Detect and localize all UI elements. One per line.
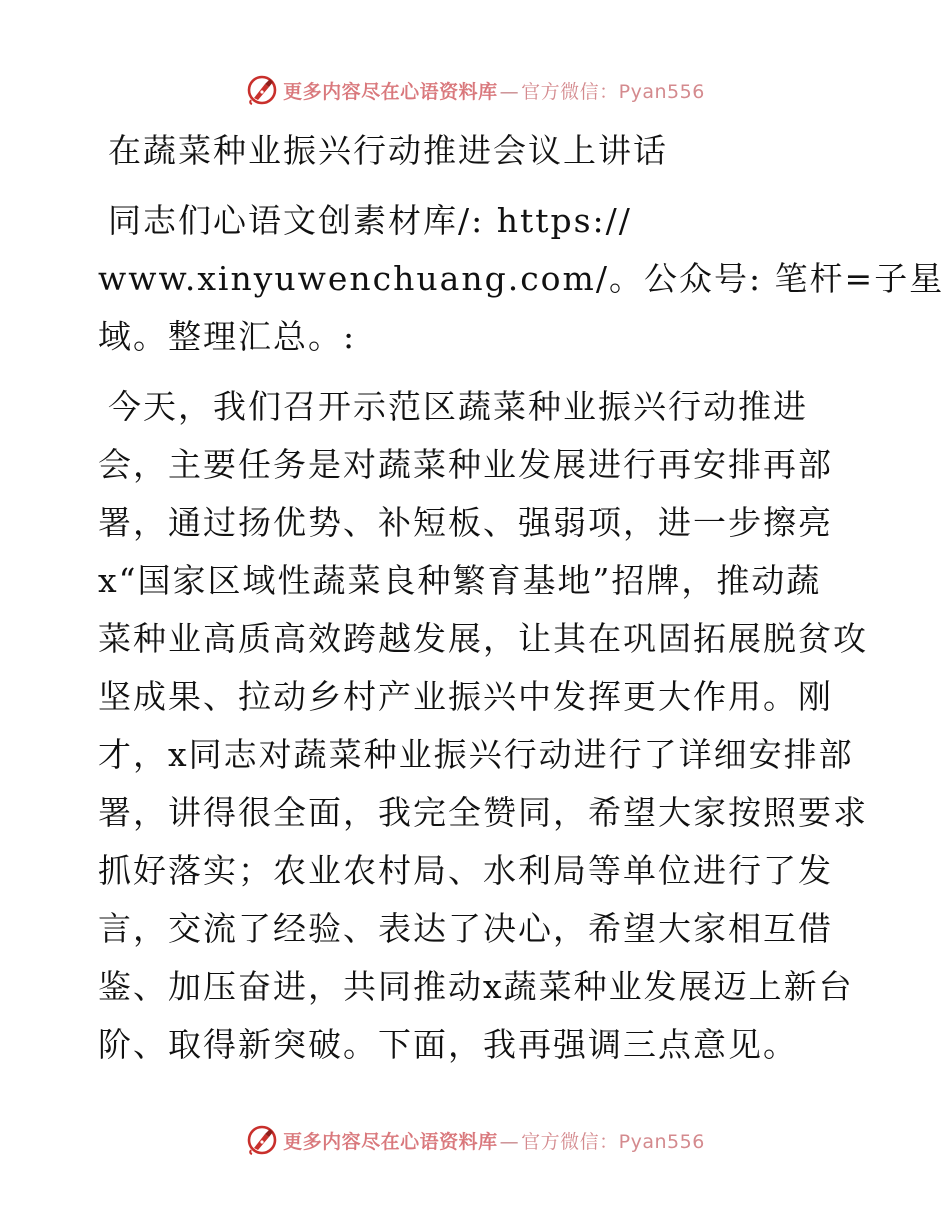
body-line: 言，交流了经验、表达了决心，希望大家相互借	[98, 909, 833, 948]
document-body	[98, 122, 945, 1074]
pen-nib-logo-icon	[245, 73, 279, 107]
header-banner-text	[283, 77, 705, 104]
footer-banner-text	[283, 1127, 705, 1154]
pen-nib-logo-icon	[245, 1123, 279, 1157]
intro-line: www.xinyuwenchuang.com/。公众号: 笔杆=子星	[98, 259, 945, 298]
body-line: 菜种业高质高效跨越发展，让其在巩固拓展脱贫攻	[98, 619, 868, 658]
footer-banner-slogan: 更多内容尽在心语资料库	[283, 1130, 498, 1153]
body-paragraph	[98, 378, 868, 1074]
footer-banner	[0, 1120, 950, 1160]
body-line: 才，x同志对蔬菜种业振兴行动进行了详细安排部	[98, 735, 854, 774]
document-title: 在蔬菜种业振兴行动推进会议上讲话	[108, 131, 668, 170]
header-banner-separator: —	[499, 80, 520, 103]
body-line: 署，通过扬优势、补短板、强弱项，进一步擦亮	[98, 503, 833, 542]
body-line: x“国家区域性蔬菜良种繁育基地”招牌，推动蔬	[98, 561, 822, 600]
header-banner	[0, 70, 950, 110]
intro-line: 同志们心语文创素材库/: https://	[108, 201, 632, 240]
body-line: 阶、取得新突破。下面，我再强调三点意见。	[98, 1025, 798, 1064]
header-banner-contact: 官方微信：Pyan556	[521, 80, 705, 103]
intro-paragraph	[98, 192, 945, 366]
footer-banner-contact: 官方微信：Pyan556	[521, 1130, 705, 1153]
footer-banner-separator: —	[499, 1130, 520, 1153]
body-line: 鉴、加压奋进，共同推动x蔬菜种业发展迈上新台	[98, 967, 854, 1006]
body-line: 坚成果、拉动乡村产业振兴中发挥更大作用。刚	[98, 677, 833, 716]
body-line: 今天，我们召开示范区蔬菜种业振兴行动推进	[108, 387, 808, 426]
body-line: 抓好落实；农业农村局、水利局等单位进行了发	[98, 851, 833, 890]
header-banner-slogan: 更多内容尽在心语资料库	[283, 80, 498, 103]
intro-line: 域。整理汇总。:	[98, 317, 357, 356]
body-line: 署，讲得很全面，我完全赞同，希望大家按照要求	[98, 793, 868, 832]
body-line: 会，主要任务是对蔬菜种业发展进行再安排再部	[98, 445, 833, 484]
